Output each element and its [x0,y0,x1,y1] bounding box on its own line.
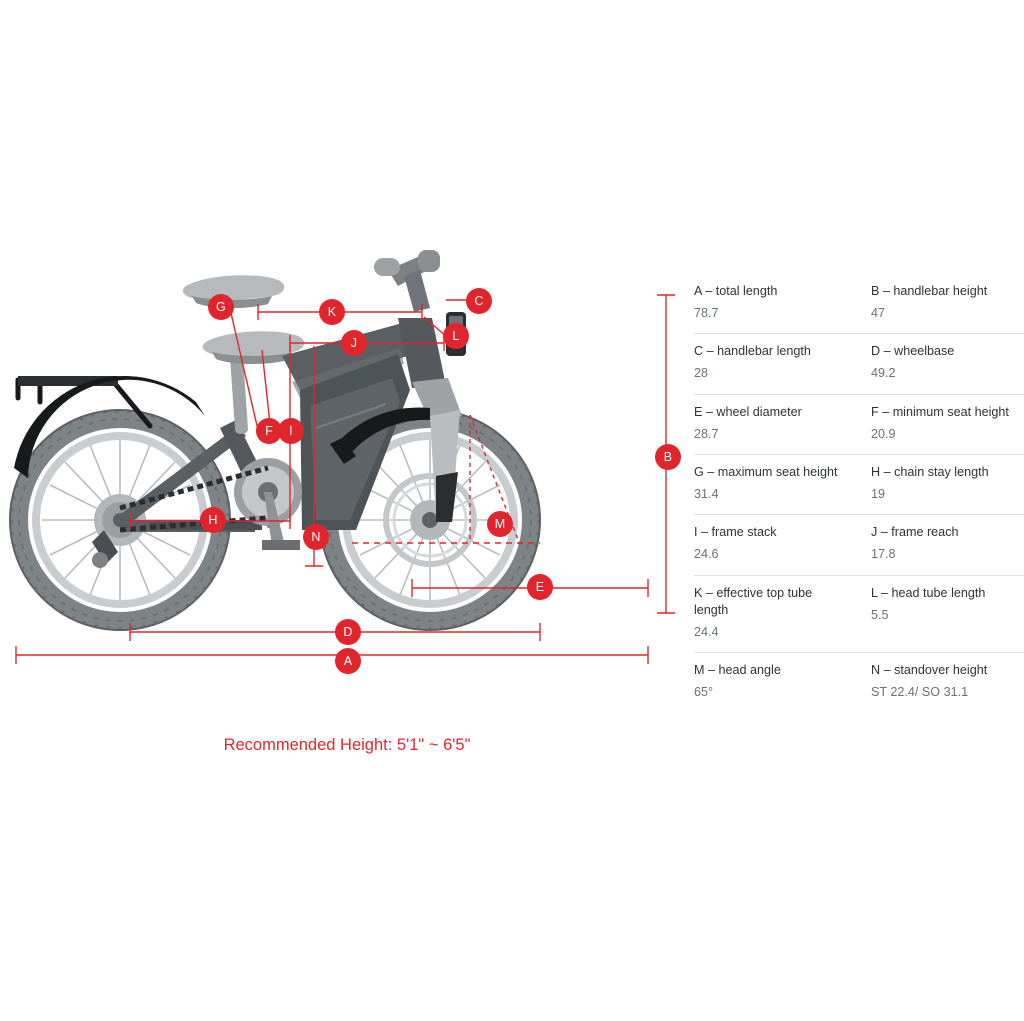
callout-badge-j: J [341,330,367,356]
spec-label: D – wheelbase [871,344,955,359]
spec-cell-d [859,334,1024,393]
spec-row [694,515,1024,575]
spec-value: 49.2 [871,366,896,381]
callout-badge-c: C [466,288,492,314]
spec-label: A – total length [694,284,778,298]
spec-row [694,274,1024,334]
callout-badge-e: E [527,574,553,600]
spec-value: 24.4 [694,624,719,639]
callout-badge-b: B [655,444,681,470]
spec-value: 20.9 [871,426,896,441]
spec-label: M – head angle [694,663,781,678]
callout-badge-g: G [208,294,234,320]
spec-cell-j [859,515,1024,574]
callout-badge-m: M [487,511,513,537]
spec-label: B – handlebar height [871,284,988,298]
spec-cell-h [859,455,1024,514]
spec-value: 65° [694,685,714,700]
spec-row [694,455,1024,515]
callout-badge-h: H [200,507,226,533]
spec-cell-b [859,274,1024,333]
spec-label: F – minimum seat height [871,404,1009,419]
spec-cell-f [859,395,1024,454]
spec-value: 5.5 [871,607,889,622]
spec-label: I – frame stack [694,525,777,540]
callout-badge-k: K [319,299,345,325]
callout-badge-n: N [303,524,329,550]
spec-value: 47 [871,306,886,320]
spec-cell-c [694,334,859,393]
spec-label: K – effective top tube length [694,585,813,617]
callout-badge-d: D [335,619,361,645]
spec-label: H – chain stay length [871,465,989,480]
spec-label: E – wheel diameter [694,404,802,419]
spec-value: 19 [871,487,886,502]
spec-label: J – frame reach [871,525,959,540]
spec-cell-n [859,653,1024,712]
pedal [262,540,300,550]
handlebar [374,250,440,312]
spec-label: N – standover height [871,663,988,678]
spec-value: ST 22.4/ SO 31.1 [871,685,969,700]
spec-cell-i [694,515,859,574]
recommended-height-text: Recommended Height: 5'1" ~ 6'5" [223,736,471,754]
spec-row [694,395,1024,455]
spec-cell-l [859,576,1024,652]
callout-badge-l: L [443,323,469,349]
spec-cell-k [694,576,859,652]
spec-value: 31.4 [694,487,719,502]
spec-label: C – handlebar length [694,344,811,359]
spec-value: 28.7 [694,426,719,441]
spec-value: 17.8 [871,547,896,562]
spec-row [694,334,1024,394]
spec-label: L – head tube length [871,585,986,600]
spec-value: 78.7 [694,306,719,320]
callout-badge-i: I [278,418,304,444]
spec-cell-g [694,455,859,514]
spec-row [694,653,1024,712]
spec-value: 24.6 [694,547,719,562]
geometry-spec-table [694,274,1024,713]
callout-badge-a: A [335,648,361,674]
callout-badge-f: F [256,418,282,444]
spec-value: 28 [694,366,709,381]
spec-cell-a [694,274,859,333]
spec-cell-e [694,395,859,454]
spec-label: G – maximum seat height [694,465,838,480]
spec-row [694,576,1024,653]
spec-cell-m [694,653,859,712]
